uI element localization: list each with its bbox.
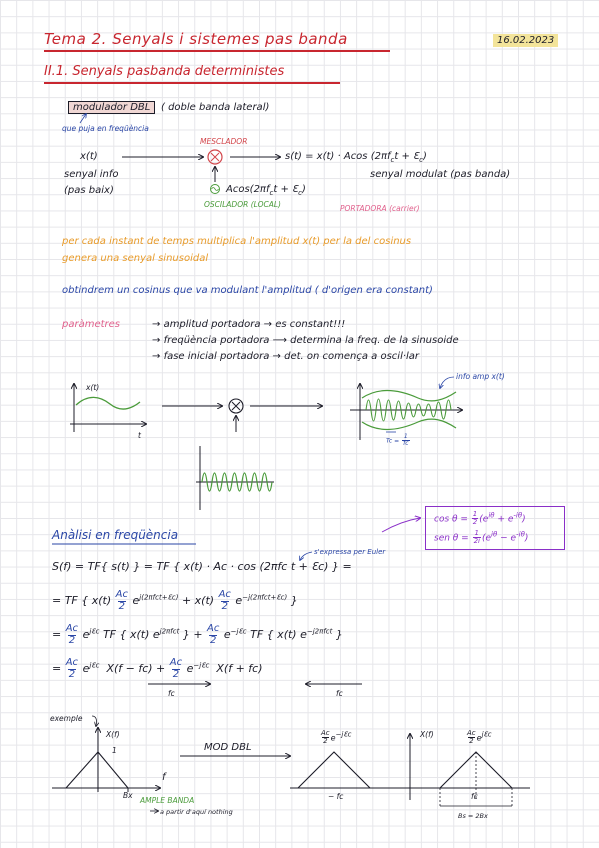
example-bx-label: Bx xyxy=(123,791,133,800)
example-label: exemple xyxy=(50,714,83,723)
right-peak-label: $\frac{Ac}{2}$ ejƐc xyxy=(467,729,492,746)
right-x-label: X(f) xyxy=(420,730,434,739)
carrier-wave xyxy=(202,473,272,491)
mixer-x xyxy=(211,153,219,161)
input-signal: x(t) xyxy=(80,151,98,162)
paragraph-1-line-1: per cada instant de temps multiplica l'amplitud x(t) per la del cosinus xyxy=(62,236,412,247)
param-row-2: → freqüència portadora ⟶ determina la freq. de la sinusoide xyxy=(152,335,459,346)
example-x-label: X(f) xyxy=(106,730,120,739)
shift-left-label: fc xyxy=(336,689,343,698)
baseband-curve xyxy=(76,397,140,409)
analysis-eq-2: = TF { x(t) $\frac{Ac}{2}$ $e^{j(2\pi fct+Ɛc)} + x(t)$ $\frac{Ac}{2}$ $e^{-j(2\pi fct+Ɛc)}$ } xyxy=(52,589,298,612)
info-note-arrow xyxy=(440,377,454,388)
example-f-label: f xyxy=(162,772,166,783)
parametres-label: paràmetres xyxy=(62,319,121,330)
diagram2-period: Tc = $\frac{1}{fc}$ xyxy=(386,433,409,448)
oscillator-equation: $Acos(2\pi f_ct$ + $Ɛ_c$) xyxy=(226,184,306,197)
example-arrow xyxy=(92,716,97,726)
euler-note: s'expressa per Euler xyxy=(314,548,386,556)
paragraph-2: obtindrem un cosinus que va modulant l'amplitud ( d'origen era constant) xyxy=(62,285,433,296)
analysis-eq-1: S(f) = TF{ s(t) } = TF { x(t) · Ac · cos (2πfc t + Ɛc) } = xyxy=(52,560,352,573)
diagram2-info-note: info amp x(t) xyxy=(456,372,505,381)
carrier-label: PORTADORA (carrier) xyxy=(340,204,420,213)
paragraph-1-line-2: genera una senyal sinusoidal xyxy=(62,253,209,264)
oscillator-wave xyxy=(212,188,219,191)
bandwidth-label: AMPLE BANDA xyxy=(140,796,195,805)
example-triangle xyxy=(66,752,128,788)
section-heading: II.1. Senyals pasbanda deterministes xyxy=(44,64,285,79)
oscillator-label: OSCILADOR (LOCAL) xyxy=(204,200,281,209)
param-row-3: → fase inicial portadora → det. on comença a oscil·lar xyxy=(152,351,420,362)
diagram2-t-label: t xyxy=(138,431,141,440)
neg-fc-label: − fc xyxy=(328,792,344,801)
analysis-heading: Anàlisi en freqüència xyxy=(52,528,179,542)
euler-arrow xyxy=(382,518,420,532)
modulador-arrow-up xyxy=(80,114,86,123)
shift-right-label: fc xyxy=(168,689,175,698)
analysis-eq-3: = $\frac{Ac}{2}$ $e^{jƐc}$ TF { x(t) $e^{j2\pi fct}$ } + $\frac{Ac}{2}$ $e^{-jƐc}$ TF { x(t) $e^{-j2\pi fct}$ } xyxy=(52,623,343,646)
param-row-1: → amplitud portadora → es constant!!! xyxy=(152,319,346,330)
diag2-mixer-x xyxy=(232,402,240,410)
page-date: 16.02.2023 xyxy=(493,34,558,47)
output-desc: senyal modulat (pas banda) xyxy=(370,169,511,180)
puja-note: que puja en freqüència xyxy=(62,124,149,133)
diagram2-x-label: x(t) xyxy=(86,383,100,392)
example-one-label: 1 xyxy=(112,746,117,755)
envelope-bottom xyxy=(362,419,456,429)
envelope-top xyxy=(362,390,456,400)
pos-fc-label: fc xyxy=(471,792,478,801)
output-equation: s(t) = x(t) · Acos ($2\pi f_ct$ + $Ɛ_c$) xyxy=(285,151,427,164)
euler-cos: cos θ = $\frac{1}{2}$ $(e^{i\theta} + e^{-i\theta})$ xyxy=(434,510,526,527)
euler-note-arrow xyxy=(300,552,312,560)
bandwidth-note: a partir d'aquí nothing xyxy=(160,808,233,816)
modulador-box: modulador DBL xyxy=(68,101,155,114)
left-triangle xyxy=(298,752,370,788)
mod-dbl-label: MOD DBL xyxy=(204,742,252,753)
euler-sen: sen θ = $\frac{1}{2i}$ $(e^{i\theta} - e^{-i\theta})$ xyxy=(434,529,529,546)
bs-label: Bs = 2Bx xyxy=(458,812,488,820)
analysis-eq-4: = $\frac{Ac}{2}$ $e^{jƐc}$ X(f − fc) + $\frac{Ac}{2}$ $e^{-jƐc}$ X(f + fc) xyxy=(52,657,263,680)
left-peak-label: $\frac{Ac}{2}$ e−jƐc xyxy=(321,729,352,746)
page-title: Tema 2. Senyals i sistemes pas banda xyxy=(44,30,348,48)
input-desc-1: senyal info xyxy=(64,169,119,180)
input-desc-2: (pas baix) xyxy=(64,185,114,196)
mesclador-label: MESCLADOR xyxy=(200,137,248,146)
modulador-note: ( doble banda lateral) xyxy=(161,102,270,113)
